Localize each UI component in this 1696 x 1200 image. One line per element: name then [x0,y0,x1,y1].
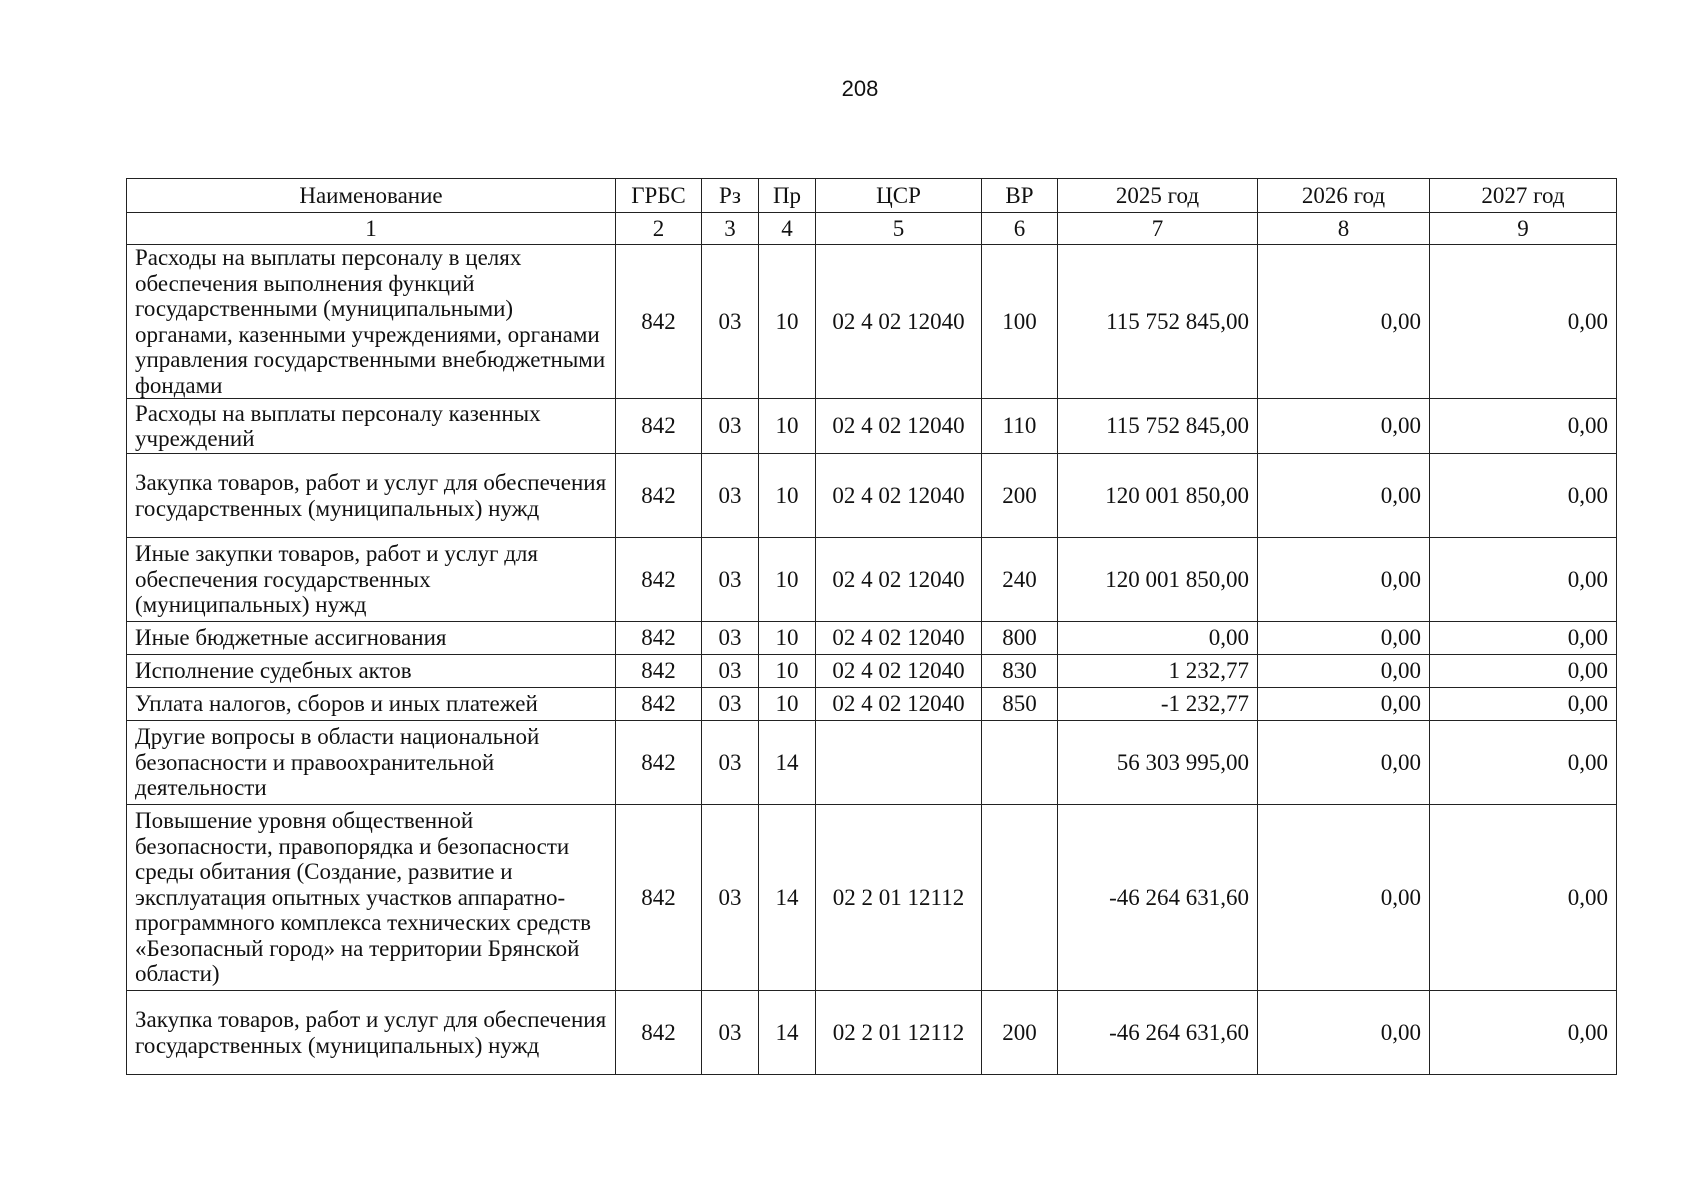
cell-name: Уплата налогов, сборов и иных платежей [127,688,616,721]
cell-2026: 0,00 [1258,805,1430,991]
cell-pr: 14 [759,805,816,991]
cell-vr [982,721,1058,805]
cell-2026: 0,00 [1258,655,1430,688]
cell-rz: 03 [702,538,759,622]
column-number: 2 [616,213,702,245]
column-number-row [127,213,1617,245]
cell-csr: 02 2 01 12112 [816,805,982,991]
cell-vr: 800 [982,622,1058,655]
cell-pr: 10 [759,454,816,538]
cell-2026: 0,00 [1258,991,1430,1075]
column-number: 4 [759,213,816,245]
header-grbs: ГРБС [616,179,702,213]
header-rz: Рз [702,179,759,213]
cell-csr: 02 4 02 12040 [816,622,982,655]
cell-2025: -1 232,77 [1058,688,1258,721]
table-row [127,454,1617,538]
cell-rz: 03 [702,805,759,991]
column-number: 9 [1430,213,1617,245]
page-number: 208 [841,76,879,101]
cell-pr: 10 [759,622,816,655]
cell-2026: 0,00 [1258,245,1430,399]
cell-name: Иные бюджетные ассигнования [127,622,616,655]
table-row [127,991,1617,1075]
cell-2027: 0,00 [1430,721,1617,805]
table-row [127,245,1617,399]
cell-csr: 02 4 02 12040 [816,399,982,454]
cell-grbs: 842 [616,721,702,805]
table-row [127,721,1617,805]
cell-csr: 02 2 01 12112 [816,991,982,1075]
cell-grbs: 842 [616,245,702,399]
cell-rz: 03 [702,399,759,454]
cell-2026: 0,00 [1258,688,1430,721]
cell-2027: 0,00 [1430,688,1617,721]
cell-2027: 0,00 [1430,399,1617,454]
cell-rz: 03 [702,721,759,805]
cell-rz: 03 [702,454,759,538]
cell-csr [816,721,982,805]
cell-vr: 200 [982,454,1058,538]
cell-csr: 02 4 02 12040 [816,538,982,622]
column-number: 8 [1258,213,1430,245]
cell-2027: 0,00 [1430,622,1617,655]
header-name: Наименование [127,179,616,213]
cell-pr: 10 [759,655,816,688]
header-2026: 2026 год [1258,179,1430,213]
cell-2027: 0,00 [1430,245,1617,399]
cell-2027: 0,00 [1430,454,1617,538]
cell-2025: -46 264 631,60 [1058,805,1258,991]
cell-2025: 115 752 845,00 [1058,245,1258,399]
cell-2025: 1 232,77 [1058,655,1258,688]
cell-csr: 02 4 02 12040 [816,688,982,721]
cell-grbs: 842 [616,538,702,622]
cell-vr: 100 [982,245,1058,399]
cell-grbs: 842 [616,991,702,1075]
table-row [127,688,1617,721]
cell-vr: 110 [982,399,1058,454]
cell-2025: -46 264 631,60 [1058,991,1258,1075]
cell-pr: 10 [759,688,816,721]
cell-2027: 0,00 [1430,805,1617,991]
cell-2026: 0,00 [1258,538,1430,622]
cell-pr: 10 [759,538,816,622]
cell-grbs: 842 [616,454,702,538]
cell-vr: 850 [982,688,1058,721]
cell-2026: 0,00 [1258,454,1430,538]
header-csr: ЦСР [816,179,982,213]
cell-name: Закупка товаров, работ и услуг для обеспечения государственных (муниципальных) нужд [127,991,616,1075]
cell-rz: 03 [702,622,759,655]
cell-2027: 0,00 [1430,655,1617,688]
header-pr: Пр [759,179,816,213]
cell-rz: 03 [702,688,759,721]
cell-grbs: 842 [616,655,702,688]
cell-csr: 02 4 02 12040 [816,655,982,688]
cell-name: Другие вопросы в области национальной безопасности и правоохранительной деятельности [127,721,616,805]
cell-vr [982,805,1058,991]
cell-name: Расходы на выплаты персоналу казенных учреждений [127,399,616,454]
cell-2027: 0,00 [1430,991,1617,1075]
budget-table [126,178,1617,1075]
cell-rz: 03 [702,245,759,399]
table-row [127,399,1617,454]
cell-csr: 02 4 02 12040 [816,454,982,538]
cell-grbs: 842 [616,688,702,721]
cell-vr: 240 [982,538,1058,622]
cell-name: Исполнение судебных актов [127,655,616,688]
cell-name: Повышение уровня общественной безопасности, правопорядка и безопасности среды обитания (Создание, развитие и эксплуатация опытных участков аппаратно-программного комплекса технических средств «Безопасный город» на территории Брянской области) [127,805,616,991]
column-number: 3 [702,213,759,245]
cell-pr: 14 [759,991,816,1075]
header-2025: 2025 год [1058,179,1258,213]
column-number: 7 [1058,213,1258,245]
cell-pr: 10 [759,399,816,454]
cell-2026: 0,00 [1258,622,1430,655]
cell-2026: 0,00 [1258,721,1430,805]
cell-name: Иные закупки товаров, работ и услуг для обеспечения государственных (муниципальных) нужд [127,538,616,622]
cell-2025: 56 303 995,00 [1058,721,1258,805]
header-row [127,179,1617,213]
cell-2025: 115 752 845,00 [1058,399,1258,454]
cell-name: Закупка товаров, работ и услуг для обеспечения государственных (муниципальных) нужд [127,454,616,538]
cell-name: Расходы на выплаты персоналу в целях обеспечения выполнения функций государственными (муниципальными) органами, казенными учреждениями, органами управления государственными внебюджетными фондами [127,245,616,399]
column-number: 1 [127,213,616,245]
cell-vr: 200 [982,991,1058,1075]
cell-grbs: 842 [616,622,702,655]
cell-2026: 0,00 [1258,399,1430,454]
cell-grbs: 842 [616,805,702,991]
table-row [127,538,1617,622]
column-number: 5 [816,213,982,245]
cell-grbs: 842 [616,399,702,454]
column-number: 6 [982,213,1058,245]
header-2027: 2027 год [1430,179,1617,213]
cell-2025: 120 001 850,00 [1058,538,1258,622]
header-vr: ВР [982,179,1058,213]
table-row [127,805,1617,991]
cell-2025: 120 001 850,00 [1058,454,1258,538]
cell-pr: 14 [759,721,816,805]
cell-2025: 0,00 [1058,622,1258,655]
cell-pr: 10 [759,245,816,399]
cell-vr: 830 [982,655,1058,688]
table-row [127,655,1617,688]
cell-rz: 03 [702,655,759,688]
cell-rz: 03 [702,991,759,1075]
cell-csr: 02 4 02 12040 [816,245,982,399]
table-row [127,622,1617,655]
cell-2027: 0,00 [1430,538,1617,622]
